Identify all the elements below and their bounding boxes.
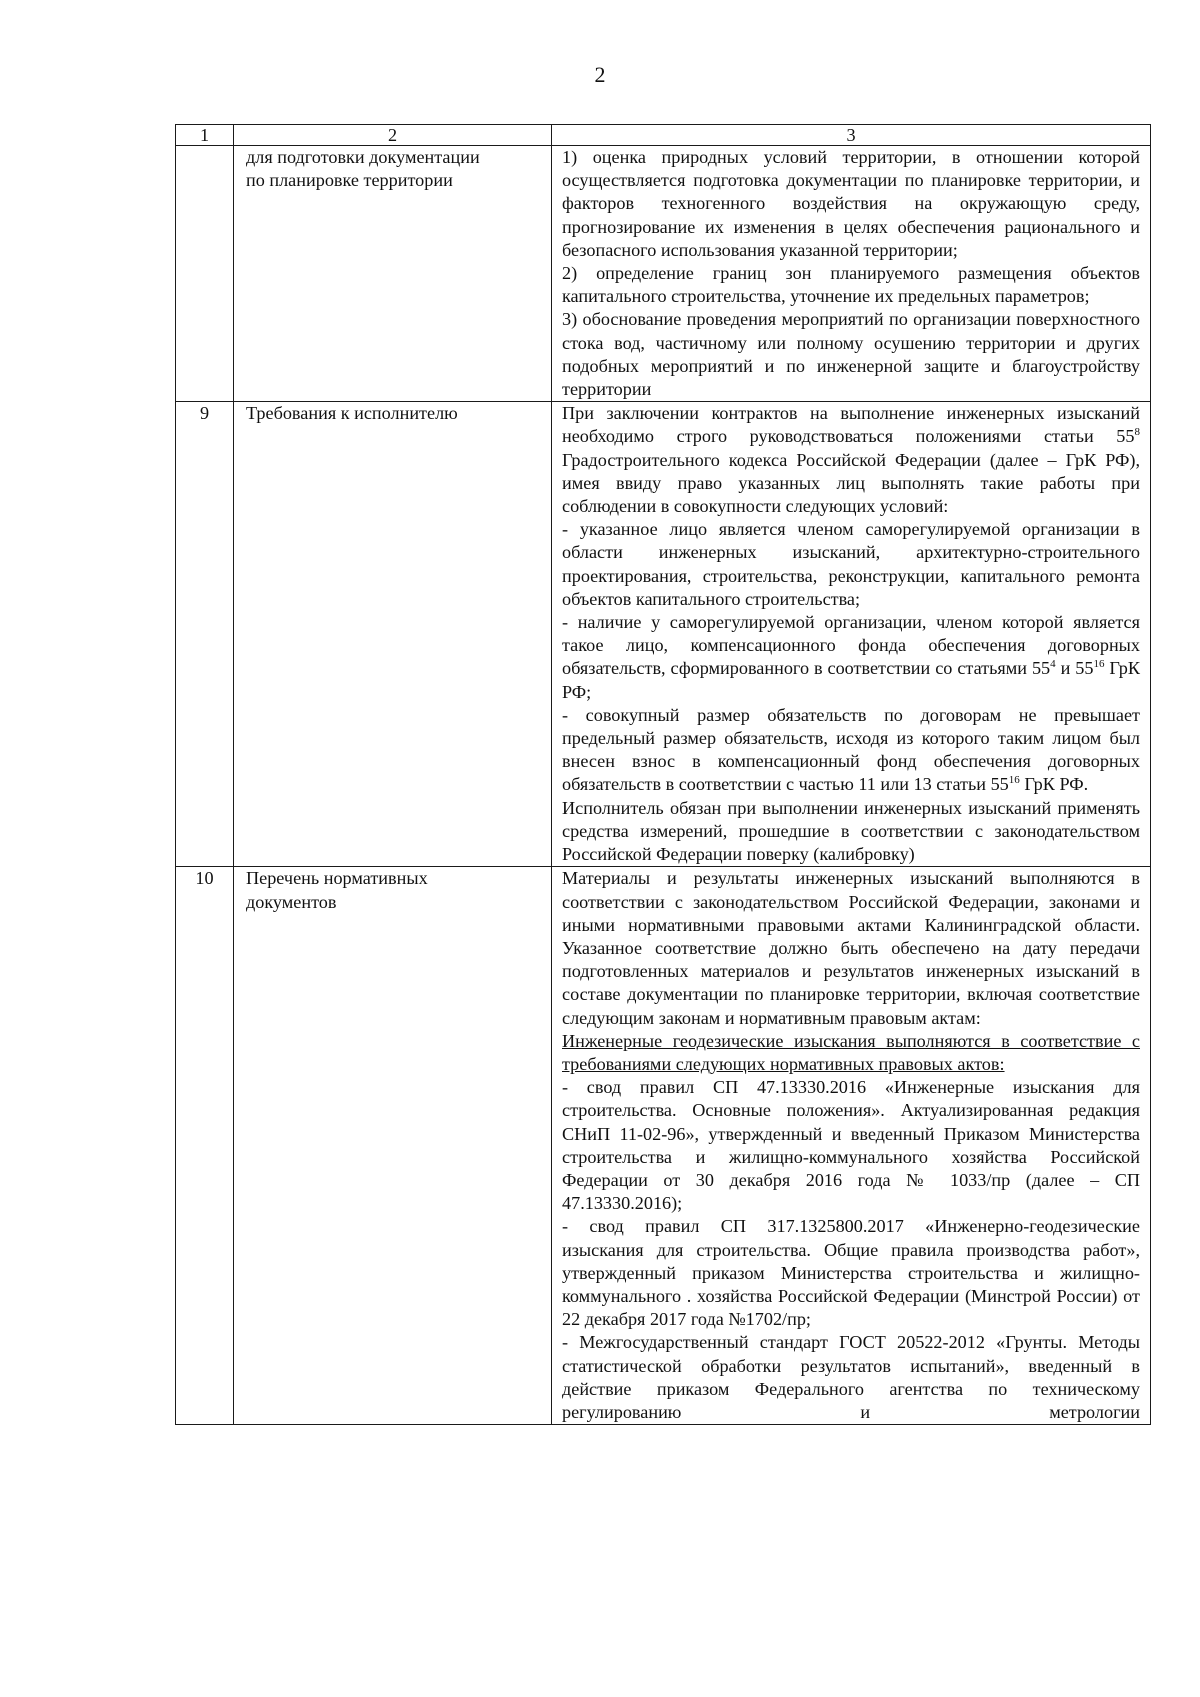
table-row-continued bbox=[176, 146, 1151, 402]
row-name-cell bbox=[234, 146, 552, 402]
content-paragraph bbox=[562, 611, 1140, 704]
content-paragraph: 2) определение границ зон планируемого размещения объектов капитального строительства, уточнение их предельных параметров; bbox=[562, 263, 1140, 307]
superscript: 4 bbox=[1050, 658, 1056, 671]
text-run: Градостроительного кодекса Российской Федерации (далее – ГрК РФ), имея ввиду право указанных лиц выполнять такие работы при соблюдении в совокупности следующих условий: bbox=[562, 449, 1140, 517]
row-name-cell: Требования к исполнителю bbox=[234, 402, 552, 867]
content-paragraph: Исполнитель обязан при выполнении инженерных изысканий применять средства измерений, прошедшие в соответствии с законодательством Российской Федерации поверку (калибровку) bbox=[562, 797, 1140, 865]
superscript: 8 bbox=[1134, 426, 1140, 439]
row-content-cell bbox=[552, 402, 1151, 867]
header-cell-3: 3 bbox=[552, 125, 1151, 146]
text-run: и 55 bbox=[1055, 658, 1094, 679]
content-paragraph: 3) обоснование проведения мероприятий по организации поверхностного стока вод, частичному или полному осушению территории и других подобных мероприятий и по инженерной защите и благоустройству территории bbox=[562, 309, 1140, 400]
content-paragraph: - свод правил СП 47.13330.2016 «Инженерные изыскания для строительства. Основные положения». Актуализированная редакция СНиП 11-02-96», утвержденный и введенный Приказом Министерства строительства и жилищно-коммунального хозяйства Российской Федерации от 30 декабря 2016 года № 1033/пр (далее – СП 47.13330.2016); bbox=[562, 1077, 1140, 1214]
page-number: 2 bbox=[594, 62, 606, 87]
table-header-row bbox=[176, 125, 1151, 146]
text-run: - совокупный размер обязательств по договорам не превышает предельный размер обязательств, исходя из которого таким лицом был внесен взнос в компенсационный фонд обеспечения договорных обязательств в соответствии с частью 11 или 13 статьи 55 bbox=[562, 704, 1140, 795]
header-cell-2: 2 bbox=[234, 125, 552, 146]
row-number-cell: 10 bbox=[176, 867, 234, 1425]
row-number-cell bbox=[176, 146, 234, 402]
text-run: ГрК РФ; bbox=[562, 658, 1141, 702]
requirements-table bbox=[175, 124, 1151, 1425]
row-name-line: документов bbox=[246, 891, 337, 912]
text-run: ГрК РФ. bbox=[1019, 774, 1089, 795]
text-run: При заключении контрактов на выполнение инженерных изысканий необходимо строго руководствоваться положениями статьи 55 bbox=[562, 403, 1140, 447]
row-content-cell bbox=[552, 146, 1151, 402]
content-paragraph bbox=[562, 402, 1140, 518]
row-content-cell bbox=[552, 867, 1151, 1425]
header-cell-1: 1 bbox=[176, 125, 234, 146]
content-paragraph: - свод правил СП 317.1325800.2017 «Инженерно-геодезические изыскания для строительства. Общие правила производства работ», утвержденный приказом Министерства строительства и жилищно-коммунального . хозяйства Российской Федерации (Минстрой России) от 22 декабря 2017 года №1702/пр; bbox=[562, 1216, 1140, 1330]
superscript: 16 bbox=[1008, 774, 1020, 787]
content-paragraph: - Межгосударственный стандарт ГОСТ 20522-2012 «Грунты. Методы статистической обработки результатов испытаний», введенный в действие приказом Федерального агентства по техническому регулированию и метрологии bbox=[562, 1332, 1140, 1422]
text-run: - наличие у саморегулируемой организации, членом которой является такое лицо, компенсационного фонда обеспечения договорных обязательств, сформированного в соответствии со статьями 55 bbox=[562, 612, 1140, 679]
superscript: 16 bbox=[1093, 658, 1105, 671]
content-paragraph: 1) оценка природных условий территории, в отношении которой осуществляется подготовка документации по планировке территории, и факторов техногенного воздействия на окружающую среду, прогнозирование их изменения в целях обеспечения рационального и безопасного использования указанной территории; bbox=[562, 147, 1140, 260]
table-row-10 bbox=[176, 867, 1151, 1425]
table-row-9 bbox=[176, 402, 1151, 867]
underlined-heading: Инженерные геодезические изыскания выполняются в соответствие с требованиями следующих нормативных правовых актов: bbox=[562, 1030, 1140, 1074]
row-name-line: для подготовки документации bbox=[246, 147, 480, 167]
content-paragraph: Материалы и результаты инженерных изысканий выполняются в соответствии с законодательством Российской Федерации, законами и иными нормативными правовыми актами Калининградской области. Указанное соответствие должно быть обеспечено на дату передачи подготовленных материалов и результатов инженерных изысканий в составе документации по планировке территории, включая соответствие следующим законам и нормативным правовым актам: bbox=[562, 868, 1140, 1028]
row-number-cell: 9 bbox=[176, 402, 234, 867]
content-paragraph bbox=[562, 704, 1140, 797]
row-name-line: Перечень нормативных bbox=[246, 868, 428, 889]
content-paragraph: - указанное лицо является членом саморегулируемой организации в области инженерных изысканий, архитектурно-строительного проектирования, строительства, реконструкции, капитального ремонта объектов капитального строительства; bbox=[562, 519, 1140, 609]
row-name-line: по планировке территории bbox=[246, 170, 453, 191]
row-name-cell bbox=[234, 867, 552, 1425]
